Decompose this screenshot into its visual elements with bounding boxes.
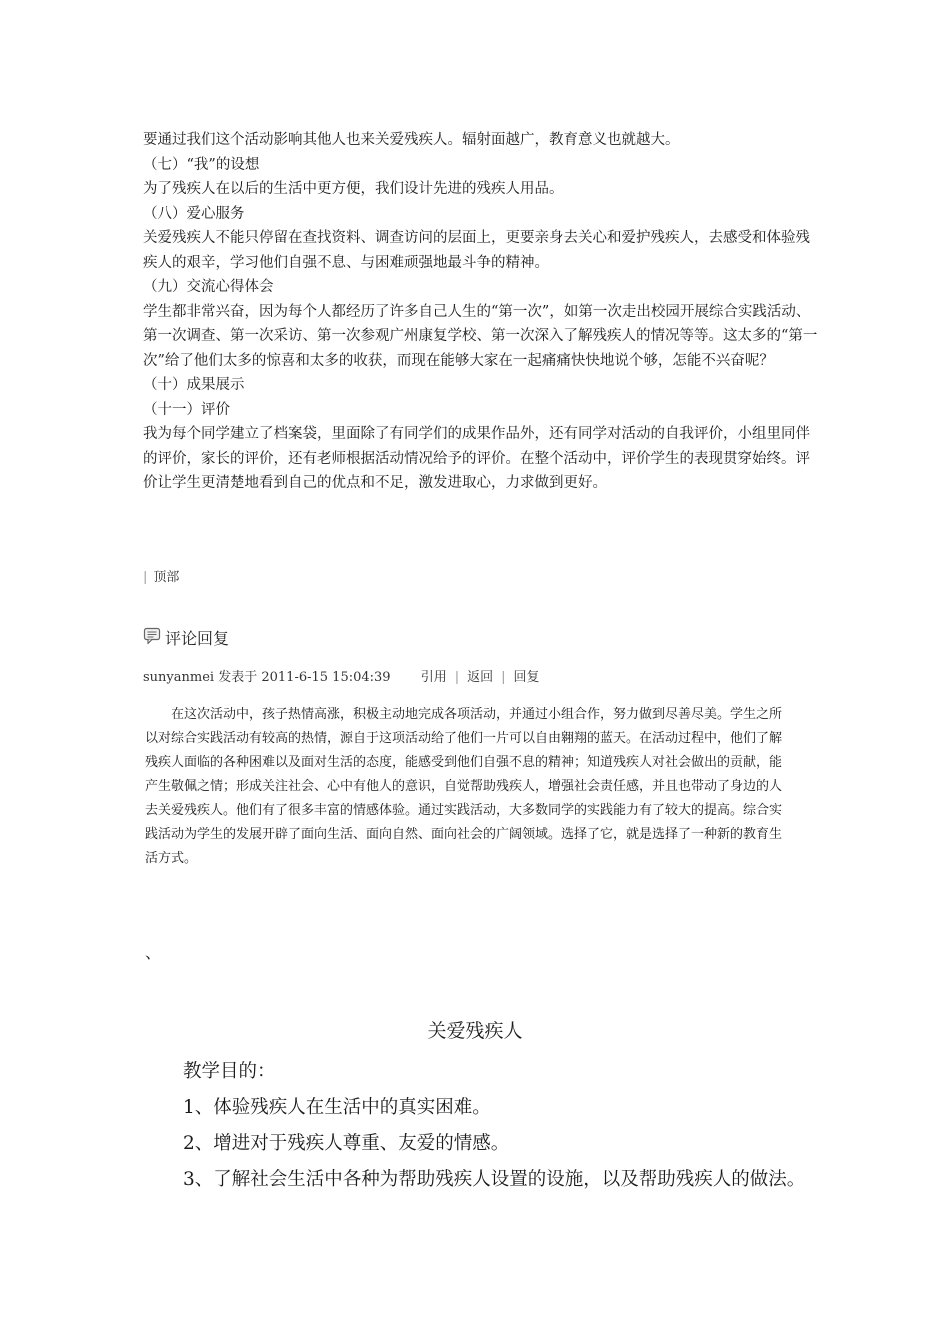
- section-heading-8: （八）爱心服务: [143, 205, 245, 222]
- section-heading-11: （十一）评价: [143, 401, 230, 418]
- comments-title: 评论回复: [165, 629, 230, 648]
- comment-text: 在这次活动中，孩子热情高涨，积极主动地完成各项活动，并通过小组合作，努力做到尽善尽美。学生之所以对综合实践活动有较高的热情，源自于这项活动给了他们一片可以自由翱翔的蓝天。在活动过程中，他们了解残疾人面临的各种困难以及面对生活的态度，能感受到他们自强不息的精神；知道残疾人对社会做出的贡献，能产生敬佩之情；形成关注社会、心中有他人的意识，自觉帮助残疾人，增强社会责任感，并且也带动了身边的人去关爱残疾人。他们有了很多丰富的情感体验。通过实践活动，大多数同学的实践能力有了较大的提高。综合实践活动为学生的发展开辟了面向生活、面向自然、面向社会的广阔领域。选择了它，就是选择了一种新的教育生活方式。: [145, 707, 783, 866]
- separator: |: [143, 570, 148, 585]
- posted-label: 发表于: [218, 670, 258, 685]
- goal-item: 3、了解社会生活中各种为帮助残疾人设置的设施，以及帮助残疾人的做法。: [183, 1169, 806, 1190]
- article-body: [143, 128, 823, 496]
- article-paragraph: 我为每个同学建立了档案袋，里面除了有同学们的成果作品外，还有同学对活动的自我评价，小组里同伴的评价，家长的评价，还有老师根据活动情况给予的评价。在整个活动中，评价学生的表现贯穿始终。评价让学生更清楚地看到自己的优点和不足，激发进取心，力求做到更好。: [143, 426, 810, 491]
- comments-header: [143, 626, 229, 649]
- lesson-title: 关爱残疾人: [427, 1020, 523, 1042]
- goal-item: 1、体验残疾人在生活中的真实困难。: [183, 1097, 491, 1118]
- comment-meta: [143, 666, 540, 685]
- article-paragraph: 为了残疾人在以后的生活中更方便，我们设计先进的残疾人用品。: [143, 181, 564, 197]
- separator: |: [501, 670, 506, 685]
- goal-item: 2、增进对于残疾人尊重、友爱的情感。: [183, 1133, 510, 1154]
- comment-bubble-icon: [143, 627, 161, 649]
- section-heading-7: （七）“我”的设想: [143, 156, 260, 173]
- section-heading-10: （十）成果展示: [143, 377, 245, 393]
- comment-timestamp: 2011-6-15 15:04:39: [261, 670, 391, 685]
- stray-mark: 、: [145, 943, 162, 962]
- separator: |: [454, 670, 460, 685]
- article-paragraph: 关爱残疾人不能只停留在查找资料、调查访问的层面上，更要亲身去关心和爱护残疾人，去感受和体验残疾人的艰辛，学习他们自强不息、与困难顽强地最斗争的精神。: [143, 230, 810, 271]
- back-to-top-label[interactable]: 顶部: [153, 570, 180, 585]
- goal-heading: 教学目的：: [183, 1061, 276, 1082]
- section-heading-9: （九）交流心得体会: [143, 279, 274, 295]
- back-to-top[interactable]: [143, 566, 179, 585]
- comment-author[interactable]: sunyanmei: [143, 670, 215, 685]
- quote-link[interactable]: 引用: [420, 670, 447, 685]
- reply-link[interactable]: 回复: [513, 670, 540, 685]
- lesson-goals: [183, 1054, 903, 1198]
- article-paragraph: 学生都非常兴奋，因为每个人都经历了许多自己人生的“第一次”，如第一次走出校园开展综合实践活动、第一次调查、第一次采访、第一次参观广州康复学校、第一次深入了解残疾人的情况等等。这太多的“第一次”给了他们太多的惊喜和太多的收获，而现在能够大家在一起痛痛快快地说个够，怎能不兴奋呢？: [143, 303, 818, 369]
- comment-body: [145, 703, 785, 871]
- article-paragraph: 要通过我们这个活动影响其他人也来关爱残疾人。辐射面越广，教育意义也就越大。: [143, 132, 680, 148]
- return-link[interactable]: 返回: [467, 670, 494, 685]
